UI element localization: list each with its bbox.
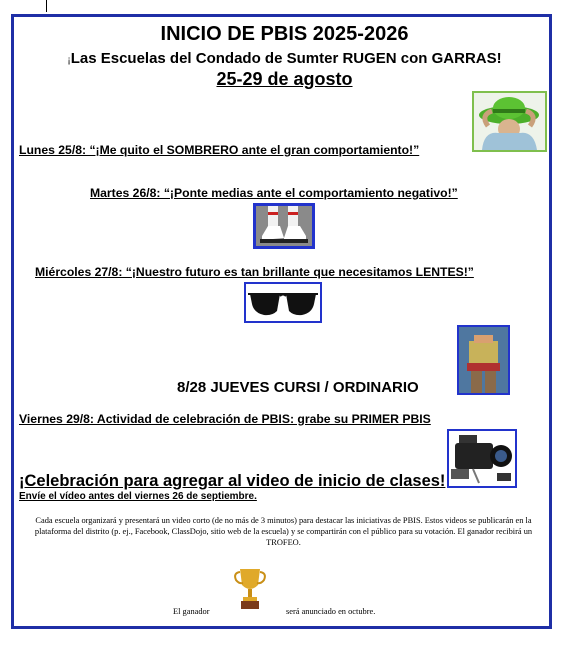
socks-icon	[253, 203, 315, 249]
subtitle	[14, 50, 555, 67]
flyer-frame	[11, 14, 552, 629]
event-dates: 25-29 de agosto	[216, 69, 353, 89]
wednesday-item: Miércoles 27/8: “¡Nuestro futuro es tan brillante que necesitamos LENTES!”	[35, 265, 474, 279]
outfit-icon	[457, 325, 510, 395]
text-cursor	[46, 0, 47, 12]
subtitle-mark: ¡	[67, 55, 71, 66]
thursday-item: 8/28 JUEVES CURSI / ORDINARIO	[177, 379, 419, 396]
hat-icon	[472, 91, 547, 152]
video-camera-icon	[447, 429, 517, 488]
monday-item: Lunes 25/8: “¡Me quito el SOMBRERO ante el gran comportamiento!”	[19, 143, 420, 157]
winner-text-left: El ganador	[173, 607, 210, 616]
page-title: INICIO DE PBIS 2025-2026	[160, 23, 409, 45]
description-paragraph: Cada escuela organizará y presentará un video corto (de no más de 3 minutos) para destacar las iniciativas de PBIS. Estos videos se publicarán en la plataforma del distrito (p. ej., Facebook, ClassDojo, sitio web de la escuela) y se compartirán con el público para su votación. El ganador recibirá un TROFEO.	[34, 516, 533, 547]
friday-item: Viernes 29/8: Actividad de celebración de PBIS: grabe su PRIMER PBIS	[19, 412, 431, 426]
trophy-icon	[233, 565, 267, 613]
deadline-note: Envíe el vídeo antes del viernes 26 de septiembre.	[19, 491, 257, 502]
winner-text-right: será anunciado en octubre.	[286, 607, 376, 616]
subtitle-text: Las Escuelas del Condado de Sumter RUGEN con GARRAS!	[70, 50, 502, 67]
sunglasses-icon	[244, 282, 322, 323]
tuesday-item: Martes 26/8: “¡Ponte medias ante el comportamiento negativo!”	[90, 186, 458, 200]
celebration-heading: ¡Celebración para agregar al video de inicio de clases!	[19, 472, 446, 490]
